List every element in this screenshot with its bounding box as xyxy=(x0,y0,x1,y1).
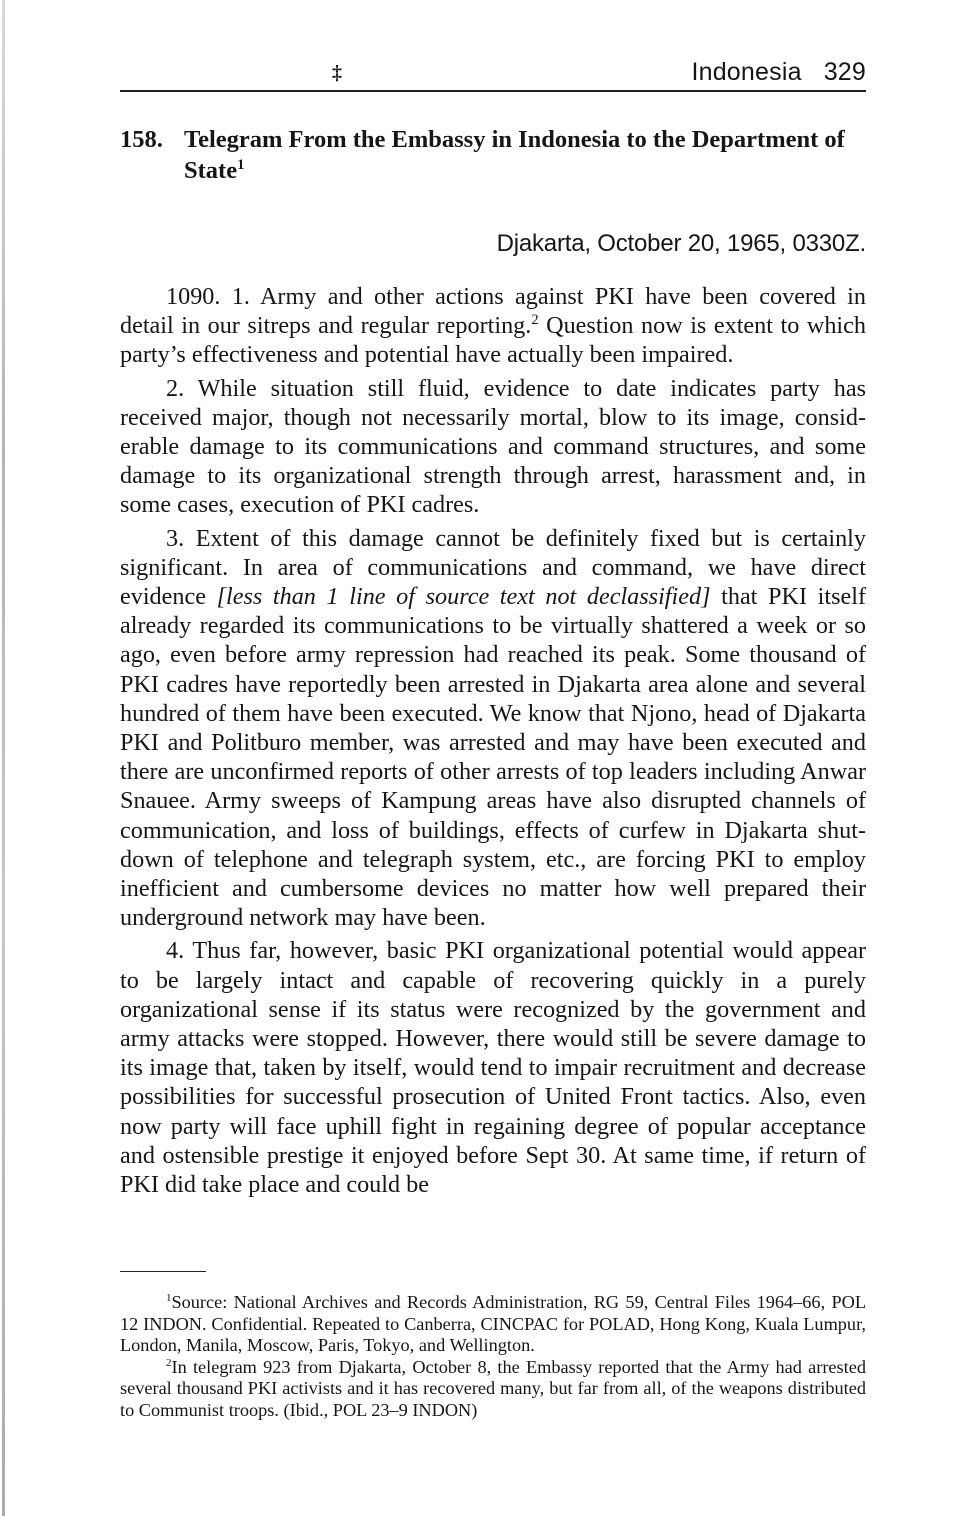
footnote-1 xyxy=(120,1292,866,1357)
footnotes xyxy=(120,1292,866,1421)
document-number: 158. xyxy=(120,126,163,153)
running-head-section: Indonesia xyxy=(691,58,802,86)
paragraph-1-rest: Question now is extent to which party’s effectiveness and potential have actually been impaired. xyxy=(120,312,866,369)
footnote-1-mark: 1 xyxy=(166,1291,172,1304)
footnote-2 xyxy=(120,1357,866,1422)
footnote-ref-2[interactable]: 2 xyxy=(531,312,539,329)
document-heading xyxy=(120,124,866,186)
paragraph-2: 2. While situation still fluid, evidence to date indicates party has received major, though not necessarily mortal, blow to its image, considerable damage to its communications and command structures, and some damage to its organizational strength through arrest, harassment and, in some cases, execution of PKI cadres. xyxy=(120,374,866,519)
paragraph-1-text: 1090. 1. Army and other actions against PKI have been covered in detail in our sitreps and regular reporting. xyxy=(120,283,866,340)
title-footnote-ref[interactable]: 1 xyxy=(237,156,245,173)
paragraph-3-rest: that PKI itself already regarded its communications to be virtually shattered a week or so ago, even before army repression had reached its peak. Some thousand of PKI cadres have reportedly been arrested in Djakarta area alone and several hundred of them have been executed. We know that Njono, head of Djakarta PKI and Politburo member, was arrested and may have been executed and there are unconfirmed reports of other arrests of top leaders including Anwar Snauee. Army sweeps of Kampung areas have also disrupted channels of communication, and loss of buildings, effects of curfew in Djakarta shut-down of telephone and telegraph system, etc., are forcing PKI to employ inefficient and cumbersome devices no matter how well prepared their underground network may have been. xyxy=(120,583,866,932)
footnote-rule xyxy=(120,1271,206,1272)
telegram-body xyxy=(120,282,866,1203)
paragraph-3 xyxy=(120,524,866,933)
paragraph-1 xyxy=(120,282,866,370)
scan-edge-shadow xyxy=(2,0,5,1516)
document-title xyxy=(120,124,866,186)
printer-mark: ‡ xyxy=(332,62,342,84)
paragraph-4: 4. Thus far, however, basic PKI organizational potential would appear to be largely intact and capable of recovering quickly in a purely organizational sense if its status were recognized by the government and army attacks were stopped. However, there would still be severe damage to its image that, taken by itself, would tend to impair recruitment and decrease possibilities for successful prosecution of United Front tactics. Also, even now party will face uphill fight in regaining degree of popular acceptance and ostensible prestige it enjoyed before Sept 30. At same time, if return of PKI did take place and could be xyxy=(120,937,866,1199)
dateline: Djakarta, October 20, 1965, 0330Z. xyxy=(496,230,866,257)
footnote-2-mark: 2 xyxy=(166,1356,172,1369)
running-head xyxy=(120,56,866,92)
footnote-2-text: In telegram 923 from Djakarta, October 8, the Embassy reported that the Army had arrested several thousand PKI activists and it has recovered many, but far from all, of the weapons distributed to Communist troops. (Ibid., POL 23–9 INDON) xyxy=(120,1356,866,1420)
paragraph-3-text: 3. Extent of this damage cannot be definitely fixed but is certainly significant. In area of communications and command, we have direct evidence xyxy=(120,524,866,611)
running-head-right xyxy=(691,58,866,87)
document-title-text: Telegram From the Embassy in Indonesia to the Department of State xyxy=(184,126,845,184)
page-number: 329 xyxy=(823,58,866,86)
footnote-1-text: Source: National Archives and Records Administration, RG 59, Central Files 1964–66, POL 12 INDON. Confidential. Repeated to Canberra, CINCPAC for POLAD, Hong Kong, Kuala Lumpur, London, Manila, Moscow, Paris, Tokyo, and Wellington. xyxy=(120,1292,866,1355)
declassification-note: [less than 1 line of source text not declassified] xyxy=(216,583,711,611)
